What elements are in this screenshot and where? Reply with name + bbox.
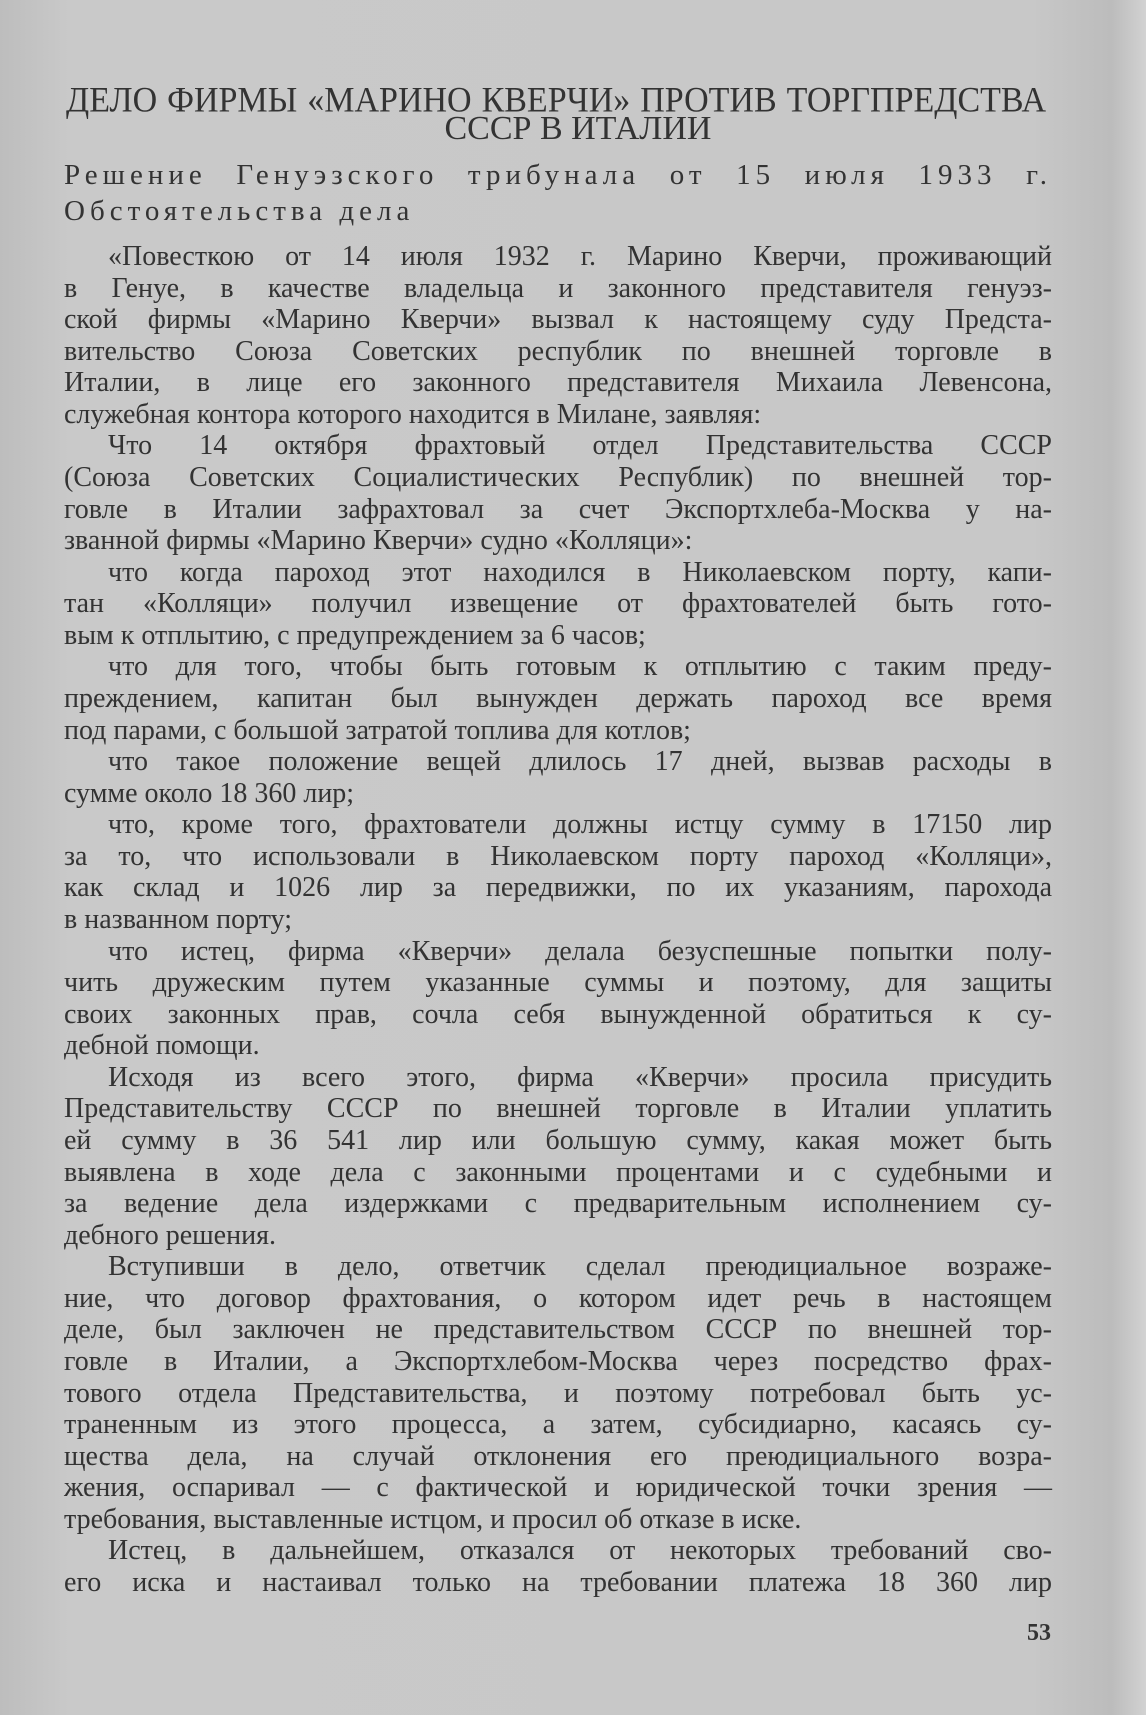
paragraph-line: ей сумму в 36 541 лир или большую сумму, какая может быть: [64, 1124, 1052, 1156]
paragraph-line: ской фирмы «Марино Кверчи» вызвал к настоящему суду Предста-: [64, 304, 1052, 336]
paragraph-first-line: что такое положение вещей длилось 17 дней, вызвав расходы в: [108, 746, 1052, 778]
paragraph-first-line: Что 14 октября фрахтовый отдел Представительства СССР: [108, 430, 1052, 462]
paragraph-line: сумме около 18 360 лир;: [64, 777, 355, 809]
paragraph-first-line: Вступивши в дело, ответчик сделал преюдициальное возраже-: [108, 1251, 1052, 1283]
paragraph-first-line: «Повесткою от 14 июля 1932 г. Марино Кверчи, проживающий: [108, 241, 1052, 272]
paragraph-line: чить дружеским путем указанные суммы и поэтому, для защиты: [64, 967, 1052, 999]
page-title-line-1: ДЕЛО ФИРМЫ «МАРИНО КВЕРЧИ» ПРОТИВ ТОРГПРЕДСТВА: [66, 81, 1046, 120]
paragraph-line: званной фирмы «Марино Кверчи» судно «Колляци»:: [64, 525, 693, 557]
subtitle: Решение Генуэзского трибунала от 15 июля 1933 г.: [64, 159, 1052, 191]
page-number: 53: [1027, 1620, 1051, 1646]
paragraph-first-line: Исходя из всего этого, фирма «Кверчи» просила присудить: [108, 1061, 1052, 1093]
paragraph-line: в Генуе, в качестве владельца и законного представителя генуэз-: [64, 272, 1052, 304]
paragraph-line: (Союза Советских Социалистических Республик) по внешней тор-: [64, 461, 1052, 493]
paragraph-line: под парами, с большой затратой топлива для котлов;: [64, 714, 691, 746]
paragraph-first-line: что, кроме того, фрахтователи должны истцу сумму в 17150 лир: [108, 809, 1052, 841]
paragraph-line: его иска и настаивал только на требовании платежа 18 360 лир: [64, 1566, 1052, 1598]
paragraph-line: за то, что использовали в Николаевском порту пароход «Колляци»,: [64, 840, 1052, 872]
paragraph-line: как склад и 1026 лир за передвижки, по их указаниям, парохода: [64, 872, 1052, 904]
paragraph-line: говле в Италии, а Экспортхлебом-Москва через посредство фрах-: [64, 1345, 1052, 1377]
section-heading: Обстоятельства дела: [64, 195, 415, 227]
paragraph-line: Представительству СССР по внешней торговле в Италии уплатить: [64, 1093, 1052, 1125]
paragraph-line: за ведение дела издержками с предварительным исполнением су-: [64, 1188, 1052, 1220]
paragraph-line: тан «Колляци» получил извещение от фрахтователей быть гото-: [64, 588, 1052, 620]
paragraph-first-line: что для того, чтобы быть готовым к отплытию с таким преду-: [108, 651, 1052, 683]
paragraph-line: своих законных прав, сочла себя вынужденной обратиться к су-: [64, 998, 1052, 1030]
page-title-line-2: СССР В ИТАЛИИ: [444, 110, 712, 147]
paragraph-line: требования, выставленные истцом, и просил об отказе в иске.: [64, 1503, 802, 1535]
paragraph-line: служебная контора которого находится в Милане, заявляя:: [64, 398, 762, 430]
paragraph-line: траненным из этого процесса, а затем, субсидиарно, касаясь су-: [64, 1409, 1052, 1441]
paragraph-first-line: что когда пароход этот находился в Николаевском порту, капи-: [108, 556, 1052, 588]
paragraph-line: дебной помощи.: [64, 1030, 260, 1062]
paragraph-first-line: что истец, фирма «Кверчи» делала безуспешные попытки полу-: [108, 935, 1052, 967]
paragraph-line: вительство Союза Советских республик по внешней торговле в: [64, 335, 1052, 367]
paragraph-line: выявлена в ходе дела с законными процентами и с судебными и: [64, 1156, 1052, 1188]
paragraph-line: преждением, капитан был вынужден держать пароход все время: [64, 682, 1052, 714]
paragraph-line: говле в Италии зафрахтовал за счет Экспортхлеба-Москва у на-: [64, 493, 1052, 525]
paragraph-line: щества дела, на случай отклонения его преюдициального возра-: [64, 1440, 1052, 1472]
paragraph-line: деле, был заключен не представительством СССР по внешней тор-: [64, 1314, 1052, 1346]
paragraph-first-line: Истец, в дальнейшем, отказался от некоторых требований сво-: [108, 1535, 1052, 1567]
paragraph-line: Италии, в лице его законного представителя Михаила Левенсона,: [64, 367, 1052, 399]
paragraph-line: тового отдела Представительства, и поэтому потребовал быть ус-: [64, 1377, 1052, 1409]
paragraph-line: вым к отплытию, с предупреждением за 6 часов;: [64, 619, 646, 651]
paragraph-line: в названном порту;: [64, 903, 293, 935]
paragraph-line: жения, оспаривал — с фактической и юридической точки зрения —: [64, 1472, 1052, 1504]
paragraph-line: дебного решения.: [64, 1219, 276, 1251]
paragraph-line: ние, что договор фрахтования, о котором идет речь в настоящем: [64, 1282, 1052, 1314]
